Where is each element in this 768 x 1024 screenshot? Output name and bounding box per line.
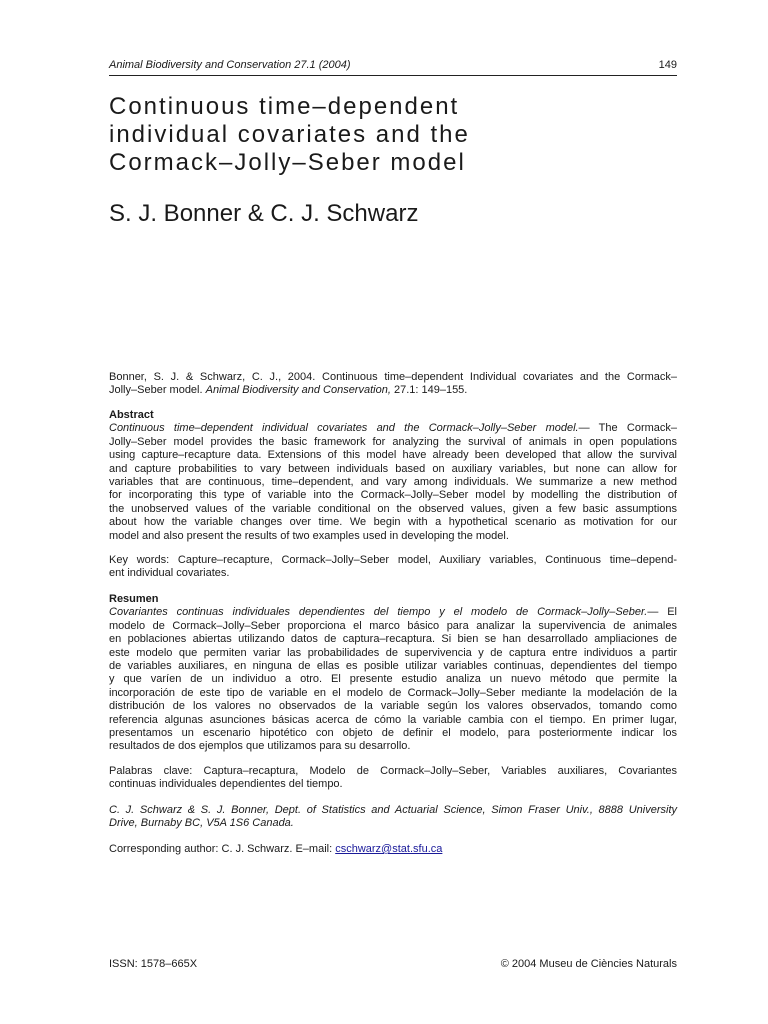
resumen-line: y que varíen de un individuo a otro. El presente estudio analiza un nuevo método que permite la <box>109 673 677 686</box>
running-head-journal: Animal Biodiversity and Conservation 27.1 (2004) <box>109 59 351 71</box>
palabras-line: continuas individuales dependientes del tiempo. <box>109 778 343 791</box>
citation-prefix: Jolly–Seber model. <box>109 384 203 397</box>
resumen-line: incorporación de este tipo de variable en el modelo de Cormack–Jolly–Seber mediante la modelación de la <box>109 686 677 699</box>
keywords <box>109 554 677 581</box>
title-line: individual covariates and the <box>109 121 470 148</box>
citation-suffix: 27.1: 149–155. <box>393 384 468 397</box>
abstract-line: using capture–recapture data. Extensions of this model have already been developed that allow the survival <box>109 449 677 462</box>
page-number: 149 <box>658 59 677 71</box>
keywords-line: Key words: Capture–recapture, Cormack–Jolly–Seber model, Auxiliary variables, Continuous time–depend- <box>109 554 677 566</box>
palabras-clave <box>109 765 677 792</box>
page-footer <box>109 957 677 971</box>
resumen-section <box>109 593 677 754</box>
running-head <box>109 58 677 76</box>
resumen-line: distribución de los valores no observados de la variable según los valores observados, tomando como <box>109 700 677 713</box>
address-line: C. J. Schwarz & S. J. Bonner, Dept. of Statistics and Actuarial Science, Simon Fraser Univ., 8888 University <box>109 804 677 816</box>
abstract-line: for incorporating this type of variable into the Cormack–Jolly–Seber model by modelling the distribution of <box>109 489 677 502</box>
resumen-line: resultados de dos ejemplos que utilizamos para su desarrollo. <box>109 740 411 753</box>
author-address <box>109 804 677 831</box>
article-title <box>109 93 677 177</box>
abstract-line: variables that are continuous, time–dependent, and vary among individuals. We summarize a new method <box>109 476 677 489</box>
abstract-section <box>109 409 677 543</box>
abstract-line: about how the variable changes over time. We begin with a hypothetical scenario as motivation for our <box>109 516 677 529</box>
title-line: Continuous time–dependent <box>109 93 460 120</box>
abstract-first-line-rest: — The Cormack– <box>578 422 677 435</box>
citation-line <box>109 384 677 397</box>
title-line: Cormack–Jolly–Seber model <box>109 149 466 176</box>
resumen-line: presentamos un escenario hipotético con objeto de definir el modelo, para posteriormente indicar los <box>109 727 677 740</box>
article-authors: S. J. Bonner & C. J. Schwarz <box>109 200 419 227</box>
resumen-line: referencia algunas asunciones básicas acerca de cómo la variable cambia con el tiempo. En primer lugar, <box>109 713 677 726</box>
palabras-line: Palabras clave: Captura–recaptura, Modelo de Cormack–Jolly–Seber, Variables auxiliares, Covariantes <box>109 765 677 777</box>
abstract-line: the unobserved values of the variable conditional on the observed values, given a few basic assumptions <box>109 502 677 515</box>
abstract-heading: Abstract <box>109 409 154 421</box>
copyright: © 2004 Museu de Ciències Naturals <box>500 958 677 970</box>
resumen-first-line-rest: — El <box>647 606 677 619</box>
resumen-line: de variables auxiliares, en ninguna de ellas es posible utilizar variables continuas, dependientes del tiempo <box>109 660 677 673</box>
abstract-line: and capture probabilities to vary between individuals based on auxiliary variables, but none can allow for <box>109 462 677 475</box>
citation-journal: Animal Biodiversity and Conservation, <box>205 384 391 397</box>
abstract-line <box>109 422 677 435</box>
abstract-line: Jolly–Seber model provides the basic framework for analyzing the survival of animals in open populations <box>109 435 677 448</box>
issn: ISSN: 1578–665X <box>109 958 198 970</box>
corresponding-author <box>109 843 677 856</box>
abstract-italic-title: Continuous time–dependent individual covariates and the Cormack–Jolly–Seber model. <box>109 422 579 435</box>
address-line: Drive, Burnaby BC, V5A 1S6 Canada. <box>109 817 294 830</box>
corresponding-prefix: Corresponding author: C. J. Schwarz. E–mail: <box>109 843 336 855</box>
keywords-line: ent individual covariates. <box>109 567 230 580</box>
resumen-line: en poblaciones abiertas utilizando datos de captura–recaptura. Si bien se han desarrollado ampliaciones de <box>109 633 677 646</box>
resumen-italic-title: Covariantes continuas individuales dependientes del tiempo y el modelo de Cormack–Jolly–Seber. <box>109 606 648 619</box>
citation <box>109 371 677 398</box>
resumen-line: modelo de Cormack–Jolly–Seber proporciona el marco básico para analizar la supervivencia de animales <box>109 619 677 632</box>
email-link[interactable]: cschwarz@stat.sfu.ca <box>335 843 443 855</box>
resumen-line <box>109 606 677 619</box>
article-page <box>109 0 677 1024</box>
resumen-heading: Resumen <box>109 593 159 605</box>
citation-line: Bonner, S. J. & Schwarz, C. J., 2004. Continuous time–dependent Individual covariates and the Cormack– <box>109 371 677 383</box>
abstract-line: model and also present the results of two examples used in developing the model. <box>109 529 509 542</box>
resumen-line: este modelo que permiten variar las probabilidades de supervivencia y de captura entre individuos a partir <box>109 646 677 659</box>
